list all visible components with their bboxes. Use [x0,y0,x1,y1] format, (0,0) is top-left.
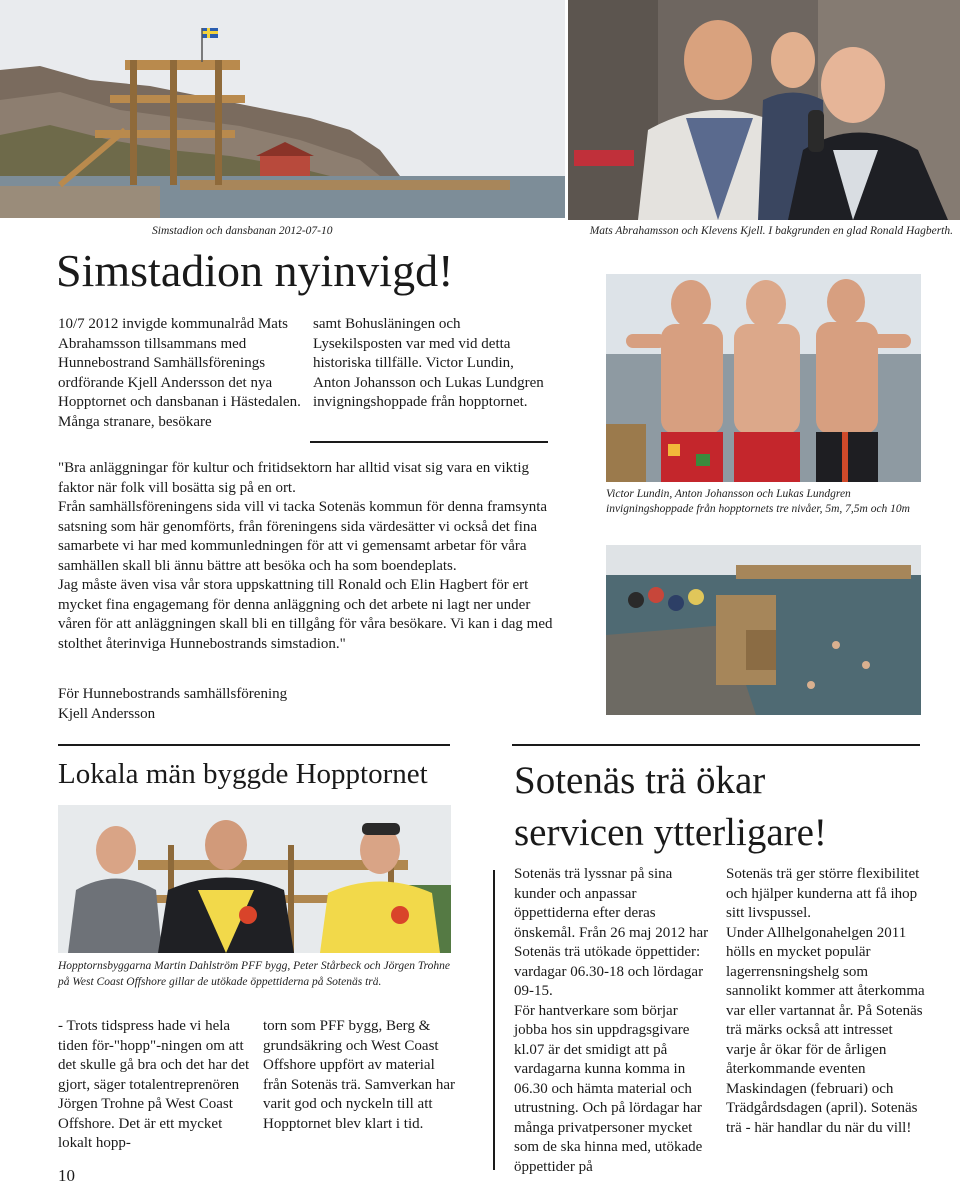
tower-article-col2: torn som PFF bygg, Berg & grundsäkring och West Coast Offshore uppfört av material från Sotenäs trä. Samverkan har varit god och nyckeln till att Hopptornet blev klart i tid. [263,1018,456,1132]
photo-pier [606,545,921,715]
sotenas-article-headline-line1: Sotenäs trä ökar [514,759,766,802]
divider-left [58,744,450,746]
main-article-col2: samt Bohusläningen och Lysekilsposten var med vid detta historiska tillfälle. Victor Lundin, Anton Johansson och Lukas Lundgren invigningshoppade från hopptornet. [313,316,544,410]
photo-divers-caption: Victor Lundin, Anton Johansson och Lukas Lundgren invigningshoppade från hopptornets tre nivåer, 5m, 7,5m och 10m [606,488,910,515]
divider-quote-top [310,441,548,443]
sotenas-article-col1: Sotenäs trä lyssnar på sina kunder och anpassar öppettiderna efter deras önskemål. Från 26 maj 2012 har Sotenäs trä utökade öppettider: vardagar 06.30-18 och lördagar 09-15. För hantverkare som börjar jobba hos sin uppdragsgivare kl.07 är det smidigt att på vardagarna kunna komma in 06.30 och hämta material och utrustning. Och på lördagar har många privatpersoner mycket som de ska hinna med, utökade öppettider på [514,866,709,1175]
photo-divers [606,274,921,482]
tower-article-headline: Lokala män byggde Hopptornet [58,758,428,790]
main-headline: Simstadion nyinvigd! [56,245,454,296]
sotenas-column-divider [493,870,495,1170]
page-number: 10 [58,1166,75,1185]
main-article-signature: För Hunnebostrands samhällsförening Kjell Andersson [58,686,288,722]
divider-right [512,744,920,746]
tower-article-col1: - Trots tidspress hade vi hela tiden för-"hopp"-ningen om att det skulle gå bra och det har det gjort, säger totalentreprenören Jörgen Trohne på West Coast Offshore. Det är ett mycket lokalt hopp- [58,1018,250,1151]
photo-simstadion-caption: Simstadion och dansbanan 2012-07-10 [152,225,333,237]
sotenas-article-headline-line2: servicen ytterligare! [514,811,827,854]
main-article-col1: 10/7 2012 invigde kommunalråd Mats Abrahamsson tillsammans med Hunnebostrand Samhällsförenings ordförande Kjell Andersson det nya Hopptornet och dansbanan i Hästedalen. Många stranare, besökare [58,316,301,430]
photo-speakers [568,0,960,220]
main-article-quote: "Bra anläggningar för kultur och fritidsektorn har alltid visat sig vara en viktig faktor när folk vill bosätta sig på en ort. Från samhällsföreningens sida vill vi tacka Sotenäs kommun för denna framsynta satsning som här genomförts, från föreningens sida värdesätter vi också det fina samarbete vi har med kommunledningen för att vi gemensamt arbetar för våra samhällen skall bli ännu bättre att besöka och ha som boendeplats. Jag måste även visa vår stora uppskattning till Ronald och Elin Hagbert för ert mycket fina engagemang för denna anläggning och det arbete ni lagt ner under våren för att anläggningen skall bli en tillgång för våra besökare. Vi kan i dag med stolthet återinviga Hunnebostrands simstadion." [58,460,553,652]
photo-speakers-caption: Mats Abrahamsson och Klevens Kjell. I bakgrunden en glad Ronald Hagberth. [589,225,953,237]
photo-builders [58,805,451,953]
photo-simstadion [0,0,565,218]
photo-builders-caption: Hopptornsbyggarna Martin Dahlström PFF bygg, Peter Stårbeck och Jörgen Trohne på West Coast Offshore gillar de utökade öppettiderna på Sotenäs trä. [58,960,451,988]
sotenas-article-col2: Sotenäs trä ger större flexibilitet och hjälper kunderna att få ihop sitt livspussel. Under Allhelgonahelgen 2011 hölls en mycket populär lagerrensningshelg som sannolikt kommer att återkomma var eller vartannat år. På Sotenäs trä märks också att intresset varje år ökar för de årligen återkommande eventen Maskindagen (februari) och Trädgårdsdagen (april). Sotenäs trä - här handlar du när du vill! [726,866,925,1136]
